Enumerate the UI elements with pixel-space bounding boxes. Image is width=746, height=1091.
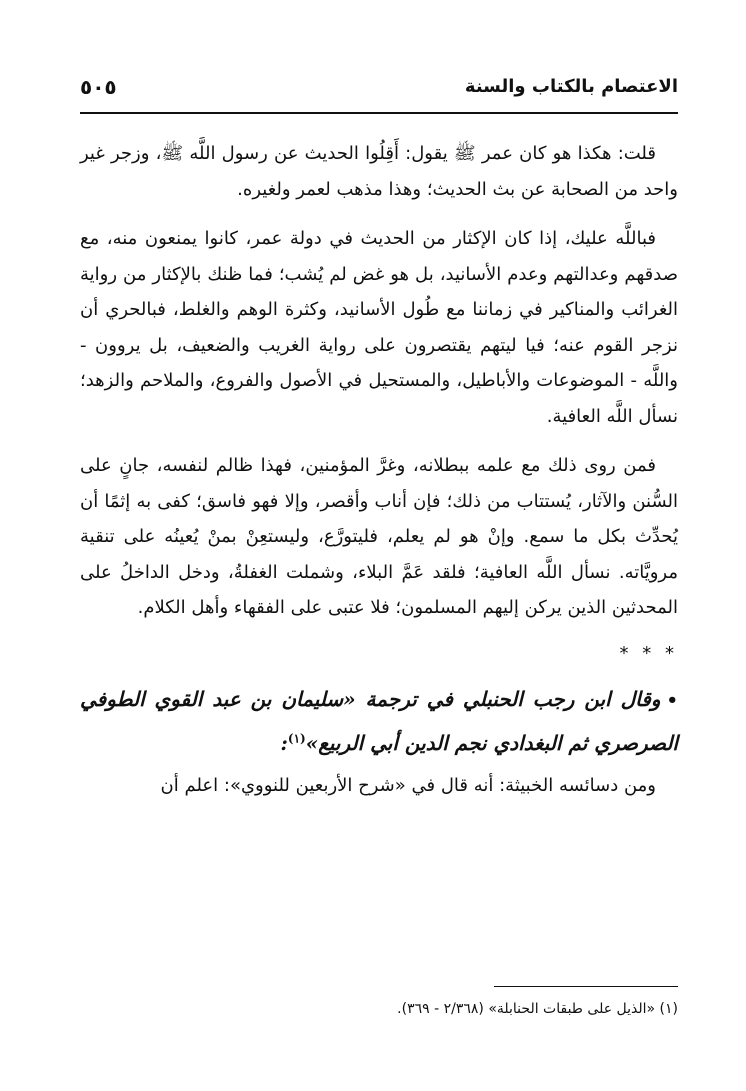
page-header	[80, 66, 678, 112]
quote-heading-text: وقال ابن رجب الحنبلي في ترجمة «سليمان بن عبد القوي الطوفي الصرصري ثم البغدادي نجم الدين أبي الربيع»	[80, 686, 678, 755]
paragraph-3: فمن روى ذلك مع علمه ببطلانه، وغرَّ المؤمنين، فهذا ظالم لنفسه، جانٍ على السُّنن والآثار، يُستتاب من ذلك؛ فإن أناب وأقصر، وإلا فهو فاسق؛ كفى به إثمًا أن يُحدِّث بكل ما سمع. وإنْ هو لم يعلم، فليتورَّع، وليستعِنْ بمنْ يُعينُه على تنقية مرويَّاته. نسأل اللَّه العافية؛ فلقد عَمَّ البلاء، وشملت الغفلةُ، ودخل الداخلُ على المحدثين الذين يركن إليهم المسلمون؛ فلا عتبى على الفقهاء وأهل الكلام.	[80, 455, 678, 618]
paragraph-gap	[80, 434, 678, 448]
paragraph-2: فباللَّه عليك، إذا كان الإكثار من الحديث في دولة عمر، كانوا يمنعون منه، مع صدقهم وعدالتهم وعدم الأسانيد، بل هو غض لم يُشب؛ فما ظنك بالإكثار من رواية الغرائب والمناكير في زماننا مع طُول الأسانيد، وكثرة الوهم والغلط، فبالحري أن نزجر القوم عنه؛ فيا ليتهم يقتصرون على رواية الغريب والضعيف، بل يروون - واللَّه - الموضوعات والأباطيل، والمستحيل في الأصول والفروع، والملاحم والزهد؛ نسأل اللَّه العافية.	[80, 228, 678, 427]
section-separator: * * *	[619, 642, 678, 664]
quote-heading	[80, 678, 678, 764]
paragraph-1: قلت: هكذا هو كان عمر ﷺ يقول: أَقِلُوا الحديث عن رسول اللَّه ﷺ، وزجر غير واحد من الصحابة عن بث الحديث؛ وهذا مذهب لعمر ولغيره.	[80, 143, 678, 200]
paragraph-gap	[80, 207, 678, 221]
bullet-icon: •	[666, 689, 678, 711]
header-divider	[80, 112, 678, 114]
footnote-divider	[494, 986, 678, 987]
running-title: الاعتصام بالكتاب والسنة	[464, 76, 678, 97]
quote-heading-colon: :	[280, 730, 288, 755]
main-text	[80, 136, 678, 803]
paragraph-4: ومن دسائسه الخبيثة: أنه قال في «شرح الأربعين للنووي»: اعلم أن	[160, 774, 656, 796]
page-number: ٥٠٥	[80, 75, 117, 99]
footnote-reference: (١)	[287, 730, 306, 745]
footnote: (١) «الذيل على طبقات الحنابلة» (٢/٣٦٨ - ٣٦٩).	[397, 1001, 678, 1017]
